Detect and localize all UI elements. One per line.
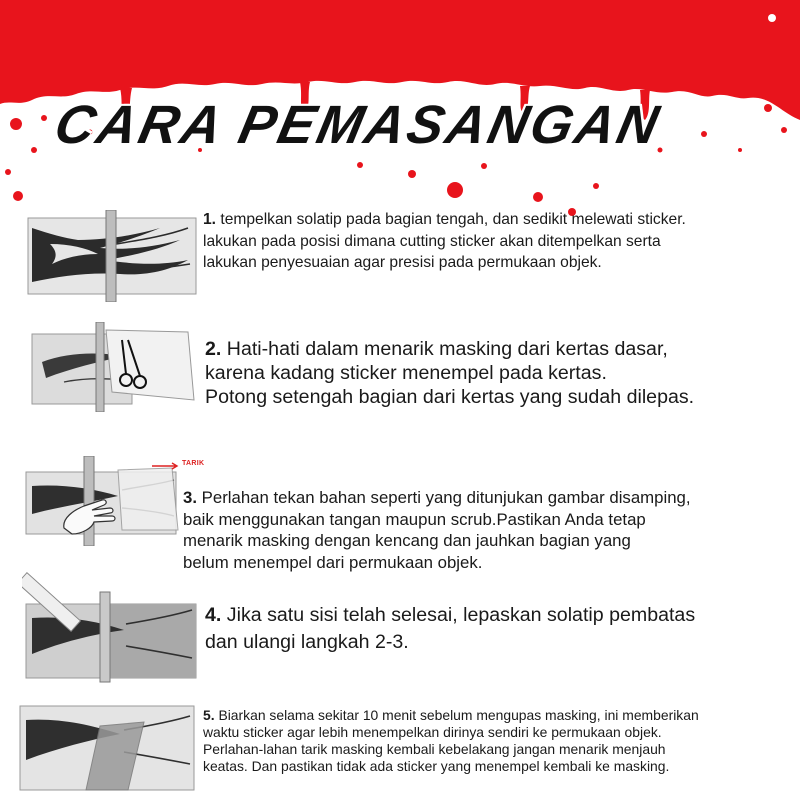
step-4-text [205,602,695,655]
step-2-text [205,337,694,410]
step-4-line-1: Jika satu sisi telah selesai, lepaskan solatip pembatas [226,604,696,626]
step-4-number: 4. [205,604,222,626]
step-5-line-4: keatas. Dan pastikan tidak ada sticker yang menempel kembali ke masking. [203,758,670,774]
step-4-line-2: dan ulangi langkah 2-3. [205,630,409,653]
step-5-illustration [16,700,198,792]
step-1-line-1: tempelkan solatip pada bagian tengah, dan sedikit melewati sticker. [220,211,686,228]
poster-title: CARA PEMASANGAN [49,95,667,155]
step-5-text [203,707,699,775]
step-3-text [183,487,691,573]
step-5-line-3: Perlahan-lahan tarik masking kembali kebelakang jangan menarik menjauh [203,741,666,757]
step-2-line-1: Hati-hati dalam menarik masking dari kertas dasar, [226,338,668,360]
step-1-illustration [20,210,198,302]
step-2-line-3: Potong setengah bagian dari kertas yang sudah dilepas. [205,386,695,409]
step-2-line-2: karena kadang sticker menempel pada kertas. [205,362,607,385]
step-3-line-1: Perlahan tekan bahan seperti yang ditunjukan gambar disamping, [201,488,691,507]
step-2-number: 2. [205,338,222,360]
tarik-label: TARIK [182,460,205,467]
step-5-line-2: waktu sticker agar lebih menempelkan dirinya sendiri ke permukaan objek. [203,724,662,740]
step-1-number: 1. [203,211,217,228]
step-3-line-2: baik menggunakan tangan maupun scrub.Pastikan Anda tetap [183,509,646,529]
step-3-line-4: belum menempel dari permukaan objek. [183,552,483,572]
step-1-text [203,209,686,274]
step-5-line-1: Biarkan selama sekitar 10 menit sebelum mengupas masking, ini memberikan [218,707,699,723]
step-5-number: 5. [203,707,215,723]
step-4-illustration [22,572,202,684]
step-1-line-2: lakukan pada posisi dimana cutting sticker akan ditempelkan serta [203,232,661,250]
step-3-line-3: menarik masking dengan kencang dan jauhkan bagian yang [183,531,631,550]
step-3-illustration [22,456,182,546]
step-2-illustration [28,322,203,412]
step-1-line-3: lakukan penyesuaian agar presisi pada permukaan objek. [203,254,602,271]
step-3-number: 3. [183,488,197,507]
